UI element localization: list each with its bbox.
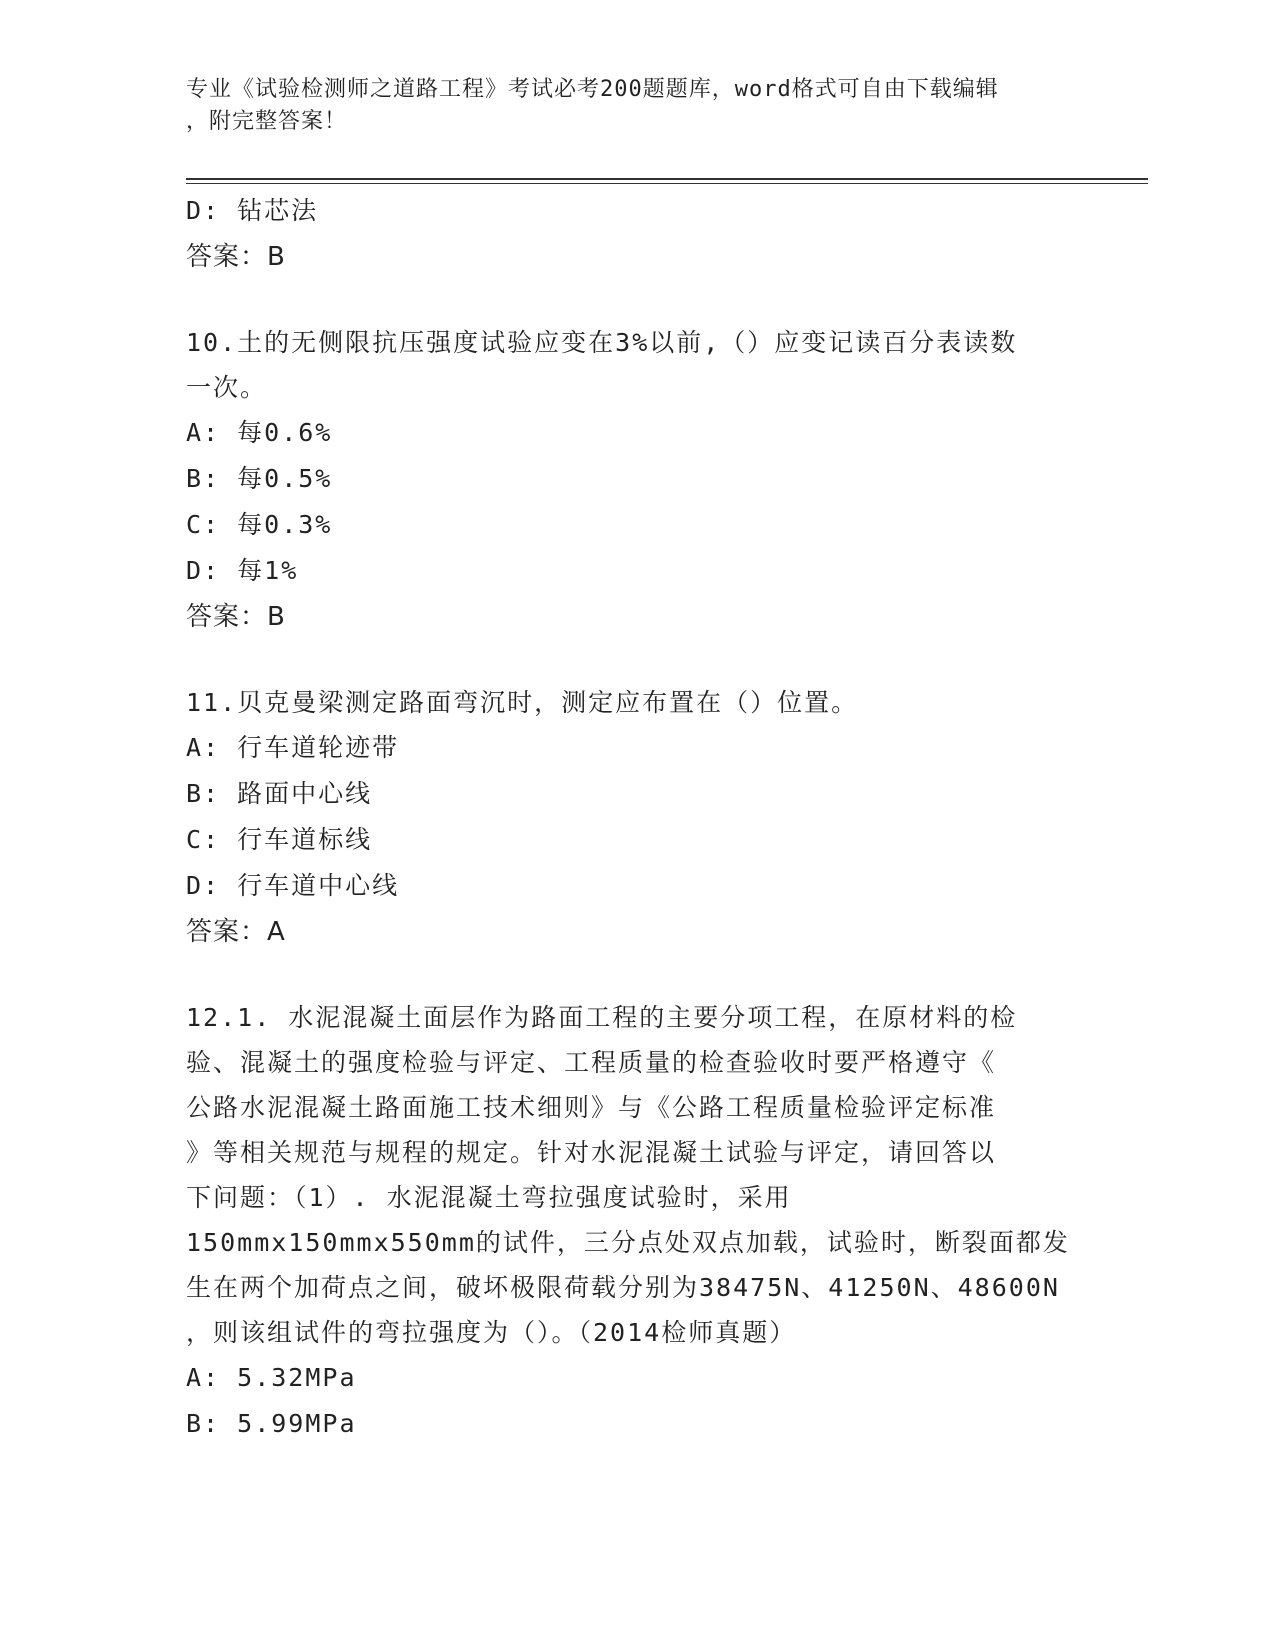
q12-option-a: A: 5.32MPa xyxy=(186,1363,357,1392)
q12-stem-line-2: 验、混凝土的强度检验与评定、工程质量的检查验收时要严格遵守《 xyxy=(186,1048,997,1077)
q10-stem-line-2: 一次。 xyxy=(186,373,268,402)
q11-option-a: A: 行车道轮迹带 xyxy=(186,733,400,762)
question-10 xyxy=(186,320,1086,640)
question-9 xyxy=(186,188,1086,280)
header-line-2: ，附完整答案！ xyxy=(186,109,348,134)
q11-stem-line-1: 11.贝克曼梁测定路面弯沉时，测定应布置在（）位置。 xyxy=(186,688,859,717)
q12-stem-line-6: 150mmx150mmx550mm的试件，三分点处双点加载，试验时，断裂面都发 xyxy=(186,1228,1070,1257)
q12-option-b: B: 5.99MPa xyxy=(186,1409,357,1438)
q12-stem-line-7: 生在两个加荷点之间，破坏极限荷载分别为38475N、41250N、48600N xyxy=(186,1273,1060,1302)
q11-option-b: B: 路面中心线 xyxy=(186,779,373,808)
q10-option-c: C: 每0.3% xyxy=(186,510,333,539)
q10-stem-line-1: 10.土的无侧限抗压强度试验应变在3%以前,（）应变记读百分表读数 xyxy=(186,328,1018,357)
q11-option-c: C: 行车道标线 xyxy=(186,825,373,854)
page-header xyxy=(186,74,1076,138)
q9-answer: 答案：B xyxy=(186,242,286,272)
q11-option-d: D: 行车道中心线 xyxy=(186,871,400,900)
spacer xyxy=(186,280,1086,320)
q12-stem-line-5: 下问题：（1）. 水泥混凝土弯拉强度试验时，采用 xyxy=(186,1183,792,1212)
q12-stem-line-3: 公路水泥混凝土路面施工技术细则》与《公路工程质量检验评定标准 xyxy=(186,1093,997,1122)
q12-stem-line-8: ，则该组试件的弯拉强度为（）。（2014检师真题） xyxy=(186,1318,797,1347)
header-divider-thin xyxy=(186,183,1148,184)
q9-option-d: D: 钻芯法 xyxy=(186,196,319,225)
spacer xyxy=(186,640,1086,680)
q11-answer: 答案：A xyxy=(186,917,286,947)
question-11 xyxy=(186,680,1086,955)
q10-answer: 答案：B xyxy=(186,602,286,632)
q10-option-a: A: 每0.6% xyxy=(186,418,333,447)
header-divider-thick xyxy=(186,178,1148,180)
q10-option-b: B: 每0.5% xyxy=(186,464,333,493)
q12-stem-line-4: 》等相关规范与规程的规定。针对水泥混凝土试验与评定，请回答以 xyxy=(186,1138,997,1167)
header-line-1: 专业《试验检测师之道路工程》考试必考200题题库，word格式可自由下载编辑 xyxy=(186,77,999,102)
q12-stem-line-1: 12.1. 水泥混凝土面层作为路面工程的主要分项工程，在原材料的检 xyxy=(186,1003,1018,1032)
q10-option-d: D: 每1% xyxy=(186,556,299,585)
question-12 xyxy=(186,995,1086,1447)
spacer xyxy=(186,955,1086,995)
question-content xyxy=(186,188,1086,1447)
